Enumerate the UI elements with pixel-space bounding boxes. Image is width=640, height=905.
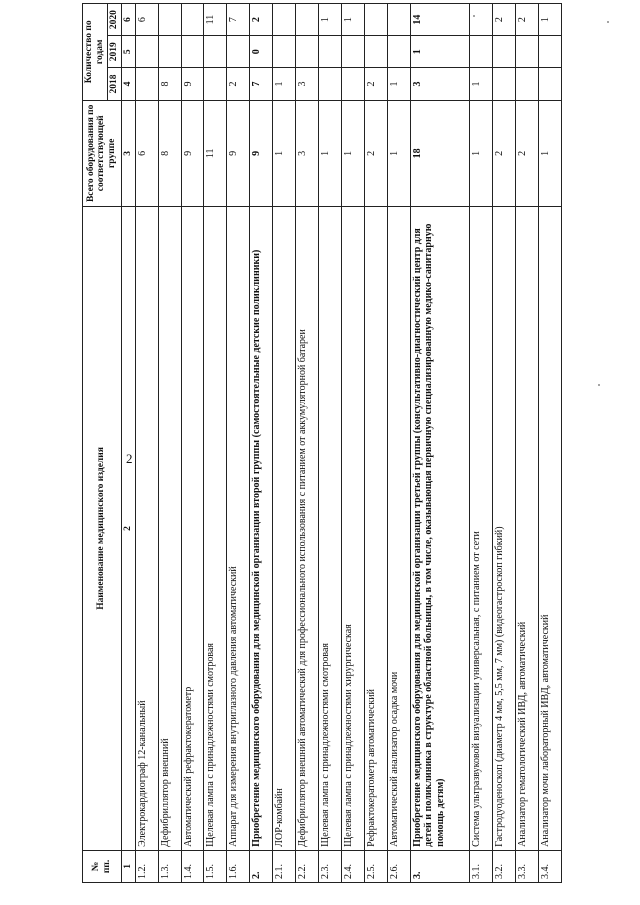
row-2019 (273, 36, 296, 68)
table-row (515, 4, 538, 883)
row-num: 2.4. (341, 850, 364, 882)
row-name: Электрокардиограф 12-канальный (135, 207, 158, 851)
table-row (492, 4, 515, 883)
table-row (227, 4, 250, 883)
row-2018 (204, 68, 227, 100)
row-num: 3.3. (515, 850, 538, 882)
page-number: 2 (126, 451, 133, 466)
table-row (341, 4, 364, 883)
row-total: 1 (341, 100, 364, 206)
row-name: Анализатор гематологический ИВД, автоматический (515, 207, 538, 851)
row-2019: 1 (410, 36, 469, 68)
row-total: 9 (227, 100, 250, 206)
row-total: 9 (250, 100, 273, 206)
row-2020 (158, 4, 181, 36)
row-2019 (341, 36, 364, 68)
row-2020: 6 (135, 4, 158, 36)
header-name: Наименование медицинского изделия (83, 207, 122, 851)
row-2018 (515, 68, 538, 100)
row-2019 (470, 36, 493, 68)
table-row (135, 4, 158, 883)
row-num: 3.2. (492, 850, 515, 882)
row-name: Щелевая лампа с принадлежностями хирургическая (341, 207, 364, 851)
row-num: 1.5. (204, 850, 227, 882)
row-2018 (492, 68, 515, 100)
row-2019 (227, 36, 250, 68)
row-total: 1 (273, 100, 296, 206)
row-name: Приобретение медицинского оборудования для медицинской организации третьей группы (консультативно-диагностический центр для детей и поликлиника в структуре областной больницы, в том числе, оказывающая первичную специализированную медико-санитарную помощь детям) (410, 207, 469, 851)
row-total: 8 (158, 100, 181, 206)
row-num: 3. (410, 850, 469, 882)
row-2018 (319, 68, 342, 100)
row-num: 2.2. (296, 850, 319, 882)
header-year-2018: 2018 (107, 68, 121, 100)
table-row (296, 4, 319, 883)
row-2020: 11 (204, 4, 227, 36)
row-2020 (296, 4, 319, 36)
table-row (319, 4, 342, 883)
row-2020: 1 (341, 4, 364, 36)
row-2020 (273, 4, 296, 36)
row-2020 (364, 4, 387, 36)
table-row (181, 4, 204, 883)
row-total: 1 (319, 100, 342, 206)
row-num: 1.6. (227, 850, 250, 882)
row-2019 (387, 36, 410, 68)
row-2018: 1 (470, 68, 493, 100)
row-total: 1 (387, 100, 410, 206)
row-2019 (319, 36, 342, 68)
row-name: Система ультразвуковой визуализации универсальная, с питанием от сети (470, 207, 493, 851)
row-num: 1.2. (135, 850, 158, 882)
row-total: 2 (492, 100, 515, 206)
table-body (135, 4, 561, 883)
row-2018: 2 (364, 68, 387, 100)
row-2020: 14 (410, 4, 469, 36)
index-2020: 6 (121, 4, 135, 36)
row-2018 (341, 68, 364, 100)
table-row (273, 4, 296, 883)
row-2020 (470, 4, 493, 36)
row-name: Аппарат для измерения внутриглазного давления автоматический (227, 207, 250, 851)
row-2019 (538, 36, 561, 68)
row-2018: 8 (158, 68, 181, 100)
equipment-table (82, 3, 562, 883)
row-2019 (492, 36, 515, 68)
row-name: Автоматический рефрактокератометр (181, 207, 204, 851)
table-row (364, 4, 387, 883)
row-2020: 7 (227, 4, 250, 36)
row-2020 (387, 4, 410, 36)
index-num: 1 (121, 850, 135, 882)
row-num: 2.3. (319, 850, 342, 882)
row-num: 1.3. (158, 850, 181, 882)
table-row (204, 4, 227, 883)
row-2018: 3 (296, 68, 319, 100)
table-row (410, 4, 469, 883)
row-2018: 1 (387, 68, 410, 100)
index-name: 2 (121, 207, 135, 851)
row-2019 (158, 36, 181, 68)
row-2018 (135, 68, 158, 100)
table-row (387, 4, 410, 883)
row-name: Гастродуоденоскоп (диаметр 4 мм, 5,5 мм, 7 мм) (видеогастроскоп гибкий) (492, 207, 515, 851)
row-name: Щелевая лампа с принадлежностями смотровая (204, 207, 227, 851)
row-2018 (538, 68, 561, 100)
table-row (158, 4, 181, 883)
header-num: № пп. (83, 850, 122, 882)
scan-speck (598, 384, 600, 386)
index-2019: 5 (121, 36, 135, 68)
row-name: ЛОР-комбайн (273, 207, 296, 851)
scan-speck (607, 21, 609, 23)
table-row (250, 4, 273, 883)
row-name: Анализатор мочи лабораторный ИВД, автоматический (538, 207, 561, 851)
row-2020: 2 (515, 4, 538, 36)
row-2019 (204, 36, 227, 68)
header-total: Всего оборудования по соответствующей группе (83, 100, 122, 206)
row-2018: 9 (181, 68, 204, 100)
row-name: Щелевая лампа с принадлежностями смотровая (319, 207, 342, 851)
row-2018: 7 (250, 68, 273, 100)
row-num: 2.1. (273, 850, 296, 882)
row-name: Рефрактокератометр автоматический (364, 207, 387, 851)
row-2018: 1 (273, 68, 296, 100)
index-total: 3 (121, 100, 135, 206)
header-year-2019: 2019 (107, 36, 121, 68)
row-name: Дефибриллятор внешний автоматический для профессионального использования с питанием от аккумуляторной батареи (296, 207, 319, 851)
row-2019 (181, 36, 204, 68)
row-total: 1 (538, 100, 561, 206)
header-year-2020: 2020 (107, 4, 121, 36)
row-2019 (296, 36, 319, 68)
index-2018: 4 (121, 68, 135, 100)
row-num: 3.1. (470, 850, 493, 882)
row-2020 (181, 4, 204, 36)
row-2019: 0 (250, 36, 273, 68)
row-num: 2.6. (387, 850, 410, 882)
row-2020: 1 (538, 4, 561, 36)
row-2019 (135, 36, 158, 68)
table-row (538, 4, 561, 883)
row-name: Приобретение медицинского оборудования для медицинской организации второй группы (самостоятельные детские поликлиники) (250, 207, 273, 851)
row-total: 11 (204, 100, 227, 206)
table-row (470, 4, 493, 883)
equipment-table-container (82, 3, 562, 883)
row-total: 3 (296, 100, 319, 206)
row-num: 2.5. (364, 850, 387, 882)
row-2020: 2 (250, 4, 273, 36)
row-name: Автоматический анализатор осадка мочи (387, 207, 410, 851)
row-2019 (515, 36, 538, 68)
row-total: 2 (364, 100, 387, 206)
row-total: 1 (470, 100, 493, 206)
row-2018: 3 (410, 68, 469, 100)
row-name: Дефибриллятор внешний (158, 207, 181, 851)
row-total: 9 (181, 100, 204, 206)
row-2020: 1 (319, 4, 342, 36)
row-total: 18 (410, 100, 469, 206)
row-2020: 2 (492, 4, 515, 36)
row-num: 1.4. (181, 850, 204, 882)
row-num: 2. (250, 850, 273, 882)
row-total: 6 (135, 100, 158, 206)
row-num: 3.4. (538, 850, 561, 882)
row-2019 (364, 36, 387, 68)
header-years-group: Количество по годам (83, 4, 108, 101)
row-2018: 2 (227, 68, 250, 100)
row-total: 2 (515, 100, 538, 206)
